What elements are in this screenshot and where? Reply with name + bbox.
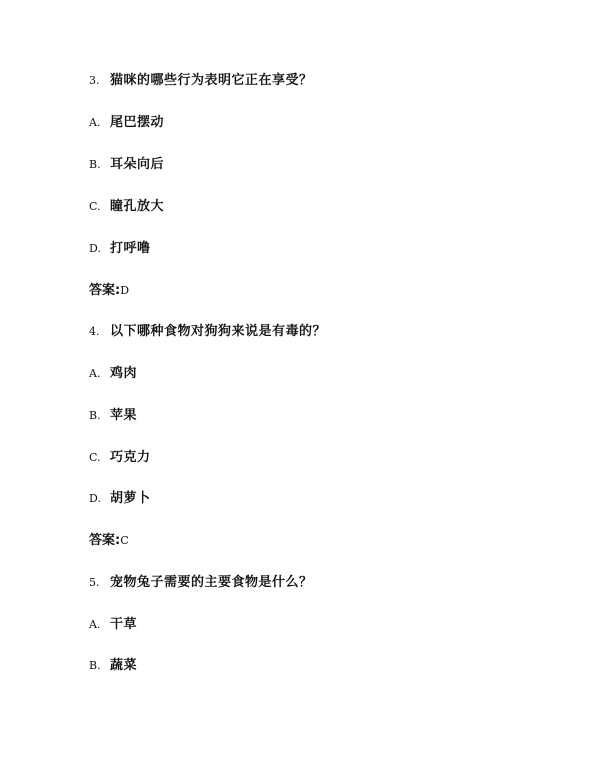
option-letter: A.: [89, 116, 101, 129]
option-text: 尾巴摆动: [110, 115, 165, 130]
option-text: 耳朵向后: [110, 157, 165, 172]
option-letter: C.: [89, 451, 101, 464]
option-letter: D.: [89, 492, 101, 505]
option-4a: [89, 366, 137, 382]
question-3: [89, 73, 313, 89]
question-text: 猫咪的哪些行为表明它正在享受？: [110, 73, 313, 88]
option-3c: [89, 199, 164, 215]
answer-value: D: [120, 284, 130, 297]
option-text: 胡萝卜: [110, 491, 151, 506]
answer-3: [89, 283, 129, 299]
question-5: [89, 575, 313, 591]
option-text: 鸡肉: [110, 366, 138, 381]
option-5a: [89, 617, 137, 633]
option-letter: B.: [89, 158, 101, 171]
option-3d: [89, 241, 151, 257]
option-text: 巧克力: [110, 450, 151, 465]
question-number: 4.: [89, 325, 100, 338]
answer-4: [89, 533, 129, 549]
answer-label: 答案:: [89, 283, 121, 298]
option-text: 干草: [110, 617, 138, 632]
option-5b: [89, 658, 137, 674]
option-text: 蔬菜: [110, 658, 138, 673]
option-letter: B.: [89, 409, 101, 422]
question-text: 宠物兔子需要的主要食物是什么？: [110, 575, 313, 590]
option-text: 打呼噜: [110, 241, 151, 256]
option-letter: B.: [89, 659, 101, 672]
option-4b: [89, 408, 137, 424]
question-text: 以下哪种食物对狗狗来说是有毒的？: [110, 324, 327, 339]
option-text: 苹果: [110, 408, 138, 423]
option-letter: A.: [89, 618, 101, 631]
question-number: 3.: [89, 74, 100, 87]
answer-label: 答案:: [89, 533, 121, 548]
option-letter: D.: [89, 242, 101, 255]
option-text: 瞳孔放大: [110, 199, 165, 214]
option-3b: [89, 157, 164, 173]
option-letter: C.: [89, 200, 101, 213]
option-letter: A.: [89, 367, 101, 380]
option-4d: [89, 491, 151, 507]
answer-value: C: [120, 534, 129, 547]
question-number: 5.: [89, 576, 100, 589]
option-3a: [89, 115, 164, 131]
option-4c: [89, 450, 151, 466]
question-4: [89, 324, 326, 340]
